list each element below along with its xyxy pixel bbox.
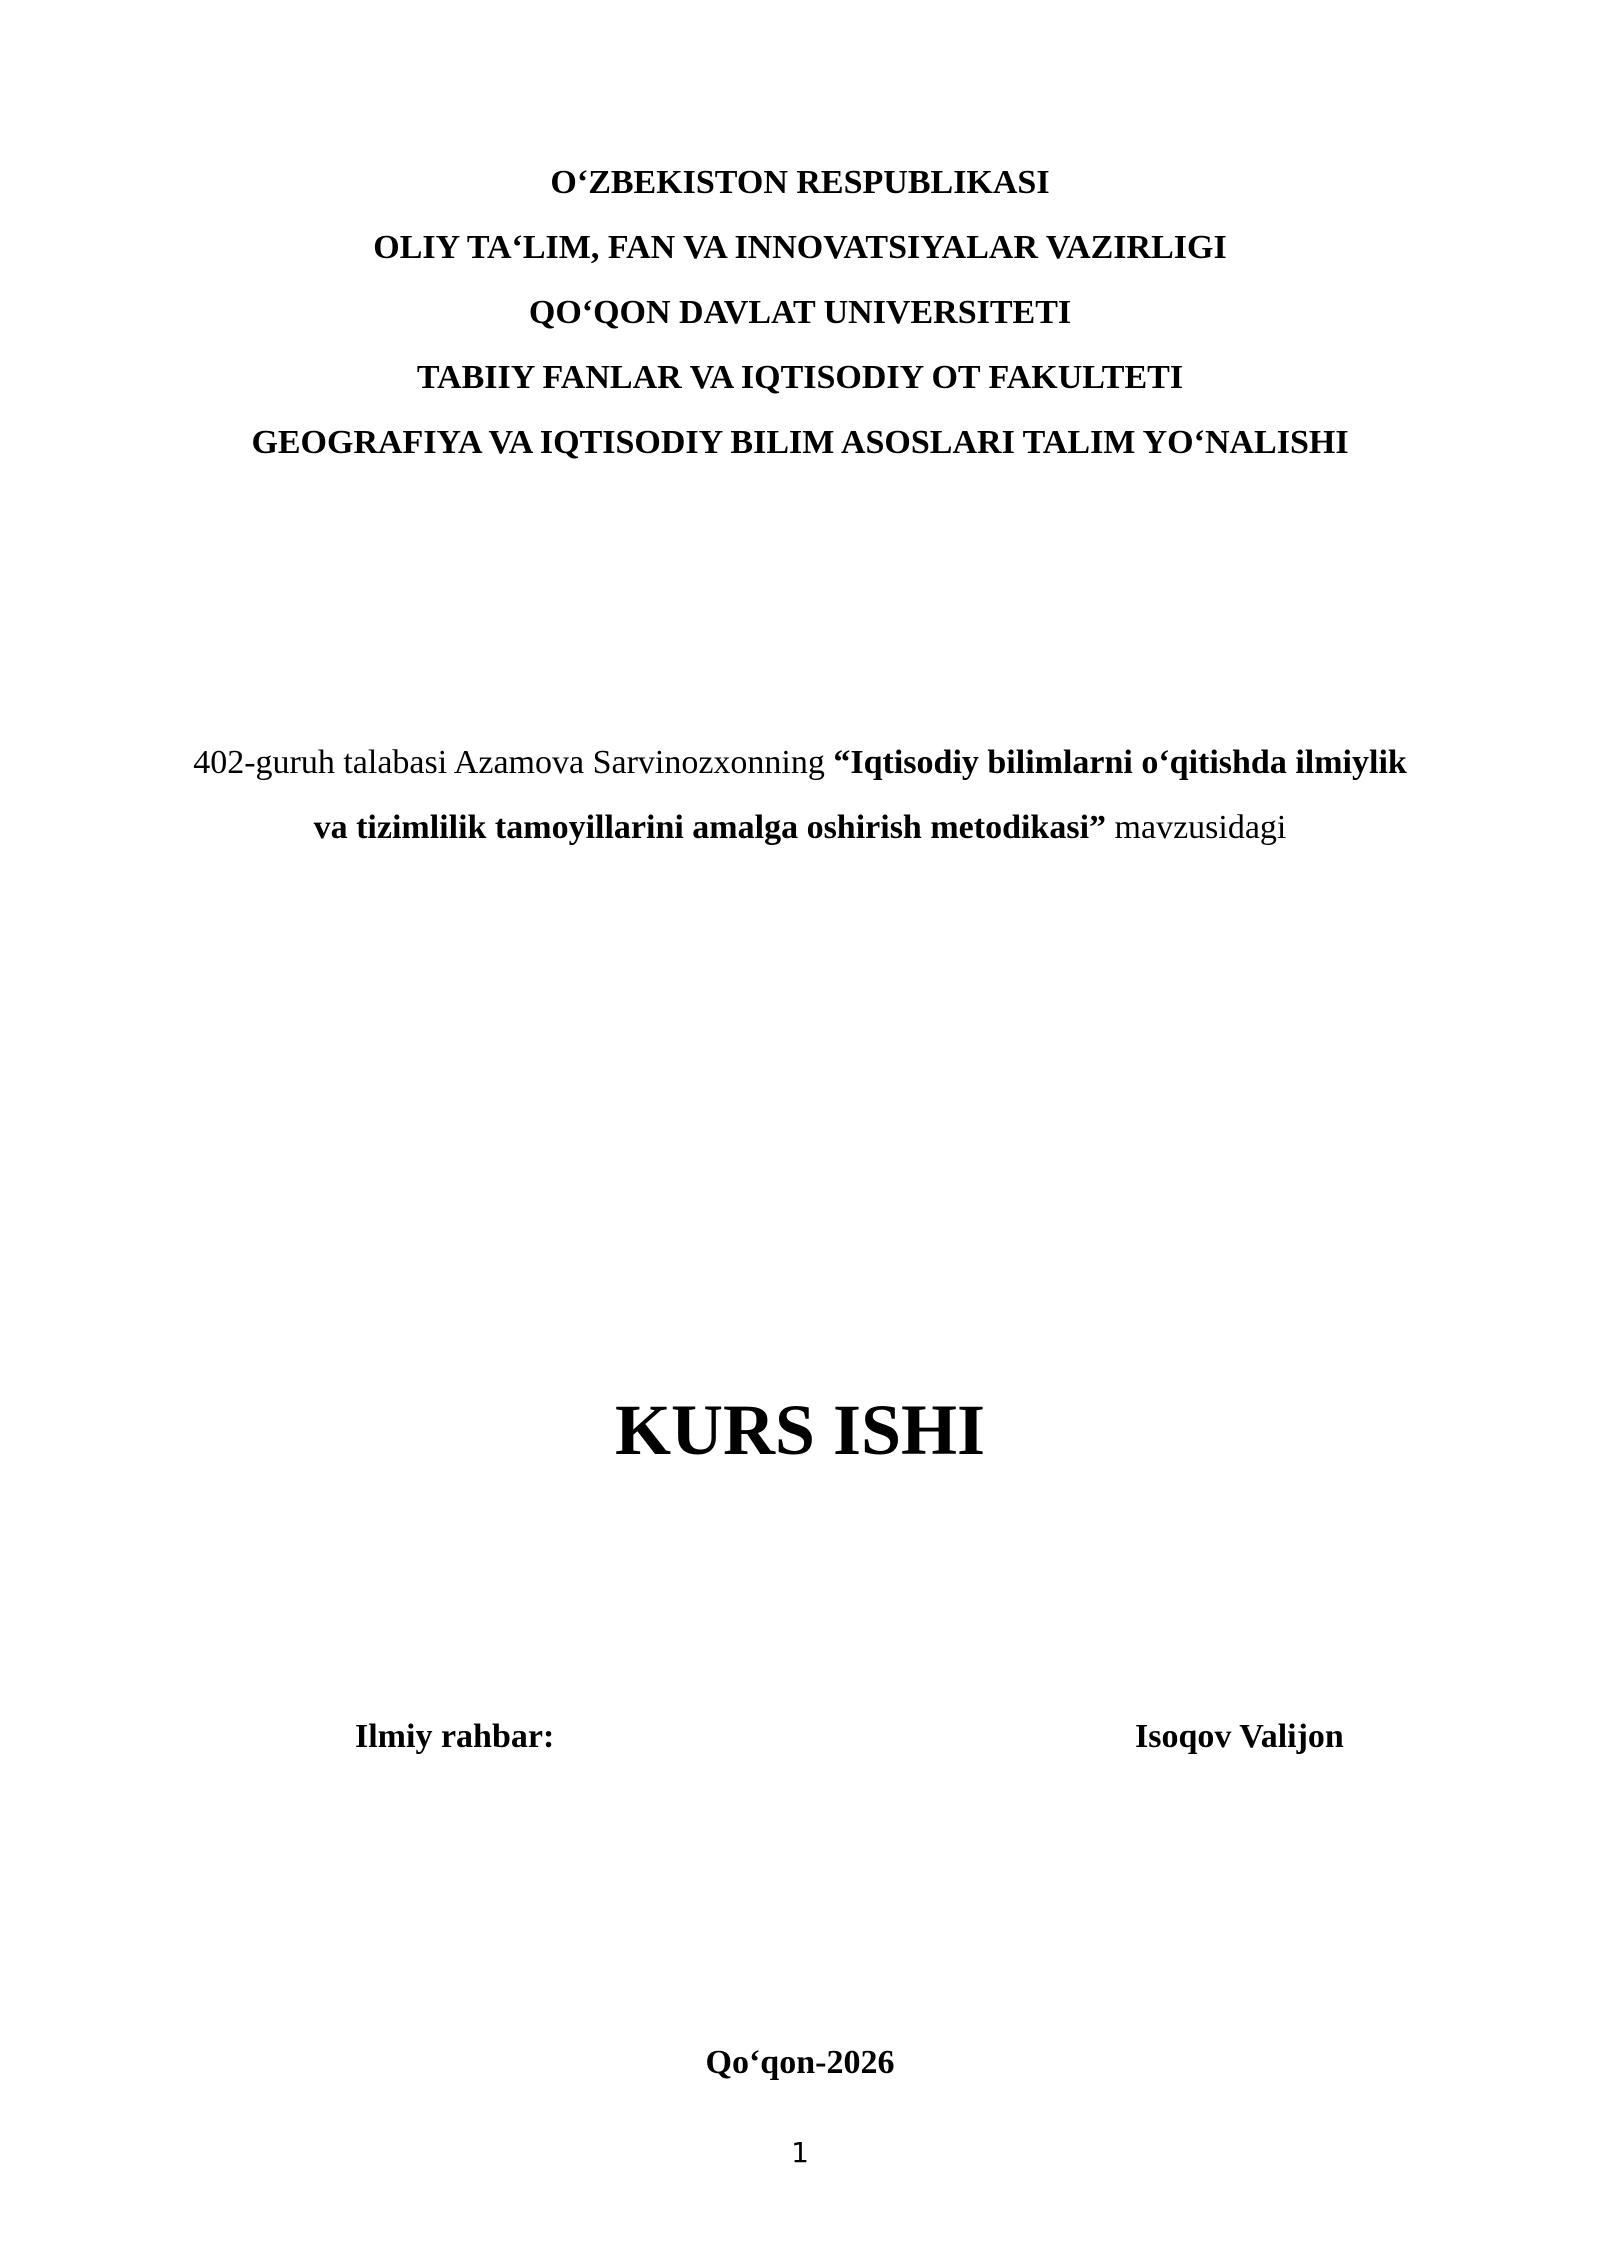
header-line-university: QO‘QON DAVLAT UNIVERSITETI (528, 294, 1072, 331)
topic-paragraph (180, 730, 1420, 860)
header-line-faculty: TABIIY FANLAR VA IQTISODIY OT FAKULTETI (416, 359, 1184, 396)
page-number: 1 (791, 2136, 809, 2169)
header-line-ministry: OLIY TA‘LIM, FAN VA INNOVATSIYALAR VAZIRLIGI (373, 229, 1227, 266)
header-line-country: O‘ZBEKISTON RESPUBLIKASI (550, 164, 1050, 201)
institution-header (0, 150, 1600, 475)
advisor-name: Isoqov Valijon (1135, 1718, 1344, 1755)
topic-suffix: mavzusidagi (1106, 809, 1287, 846)
place-year: Qo‘qon-2026 (705, 2044, 895, 2081)
header-line-direction: GEOGRAFIYA VA IQTISODIY BILIM ASOSLARI TALIM YO‘NALISHI (251, 424, 1349, 461)
topic-intro: 402-guruh talabasi Azamova Sarvinozxonning (193, 744, 834, 781)
topic-theme: “Iqtisodiy bilimlarni o‘qitishda ilmiylik va tizimlilik tamoyillarini amalga oshirish metodikasi” (313, 744, 1407, 846)
document-title: KURS ISHI (614, 1390, 986, 1470)
advisor-label: Ilmiy rahbar: (355, 1718, 555, 1755)
